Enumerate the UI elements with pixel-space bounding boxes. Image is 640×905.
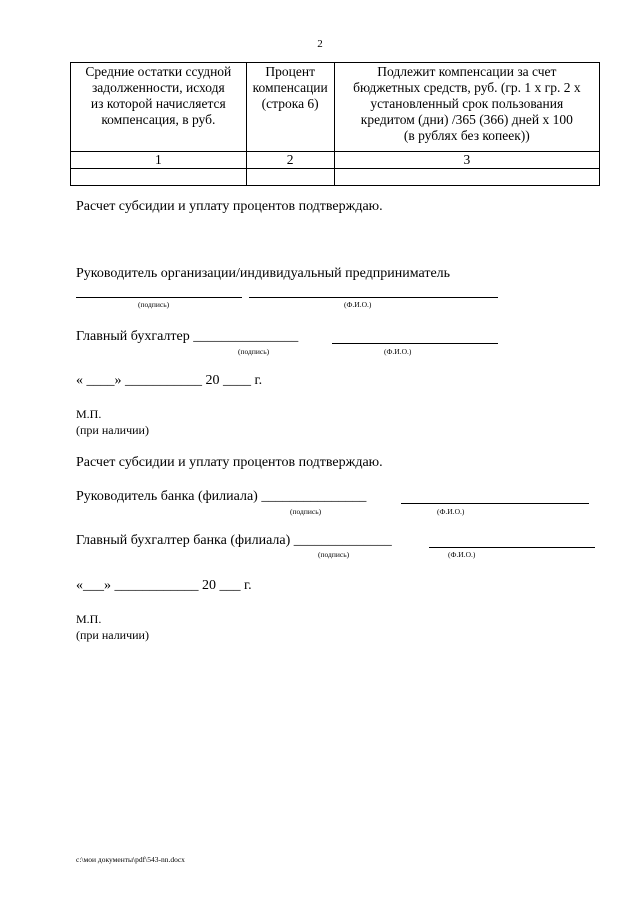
bank-head-label: Руководитель банка (филиала) _______________ (76, 489, 367, 504)
compensation-table (70, 62, 600, 186)
table-column-numbers-row (71, 152, 600, 169)
bank-seal-note: (при наличии) (76, 628, 149, 642)
page-number: 2 (317, 38, 323, 50)
table-row (71, 169, 600, 186)
column-number: 3 (334, 152, 599, 169)
table-cell (71, 169, 247, 186)
borrower-head-fio-line (249, 297, 498, 298)
table-cell (334, 169, 599, 186)
borrower-date-line: « ____» ___________ 20 ____ г. (76, 373, 263, 388)
borrower-head-signature-line (76, 297, 242, 298)
signature-caption: (подпись) (138, 300, 170, 309)
table-header-cell: Подлежит компенсации за счет бюджетных средств, руб. (гр. 1 х гр. 2 х установленный срок пользования кредитом (дни) /365 (366) дней х 100 (в рублях без копеек)) (334, 63, 599, 152)
borrower-confirm-text: Расчет субсидии и уплату процентов подтверждаю. (76, 199, 383, 214)
column-number: 1 (71, 152, 247, 169)
bank-accountant-fio-line (429, 547, 595, 548)
fio-caption: (Ф.И.О.) (448, 550, 476, 559)
signature-caption: (подпись) (238, 347, 270, 356)
borrower-head-label: Руководитель организации/индивидуальный предприниматель (76, 266, 451, 281)
fio-caption: (Ф.И.О.) (384, 347, 412, 356)
bank-accountant-label: Главный бухгалтер банка (филиала) ______________ (76, 533, 392, 548)
borrower-accountant-fio-line (332, 343, 498, 344)
signature-caption: (подпись) (318, 550, 350, 559)
bank-seal: М.П. (76, 612, 102, 626)
table-cell (246, 169, 334, 186)
borrower-accountant-label: Главный бухгалтер _______________ (76, 329, 299, 344)
table-header-cell: Средние остатки ссудной задолженности, исходя из которой начисляется компенсация, в руб. (71, 63, 247, 152)
bank-date-line: «___» ____________ 20 ___ г. (76, 578, 252, 593)
fio-caption: (Ф.И.О.) (344, 300, 372, 309)
table-header-row (71, 63, 600, 152)
signature-caption: (подпись) (290, 507, 322, 516)
borrower-seal: М.П. (76, 407, 102, 421)
footer-file-path: c:\мои документы\pdf\543-nn.docx (76, 855, 185, 864)
column-number: 2 (246, 152, 334, 169)
table-header-cell: Процент компенсации (строка 6) (246, 63, 334, 152)
bank-confirm-text: Расчет субсидии и уплату процентов подтверждаю. (76, 455, 383, 470)
fio-caption: (Ф.И.О.) (437, 507, 465, 516)
bank-head-fio-line (401, 503, 589, 504)
borrower-seal-note: (при наличии) (76, 423, 149, 437)
